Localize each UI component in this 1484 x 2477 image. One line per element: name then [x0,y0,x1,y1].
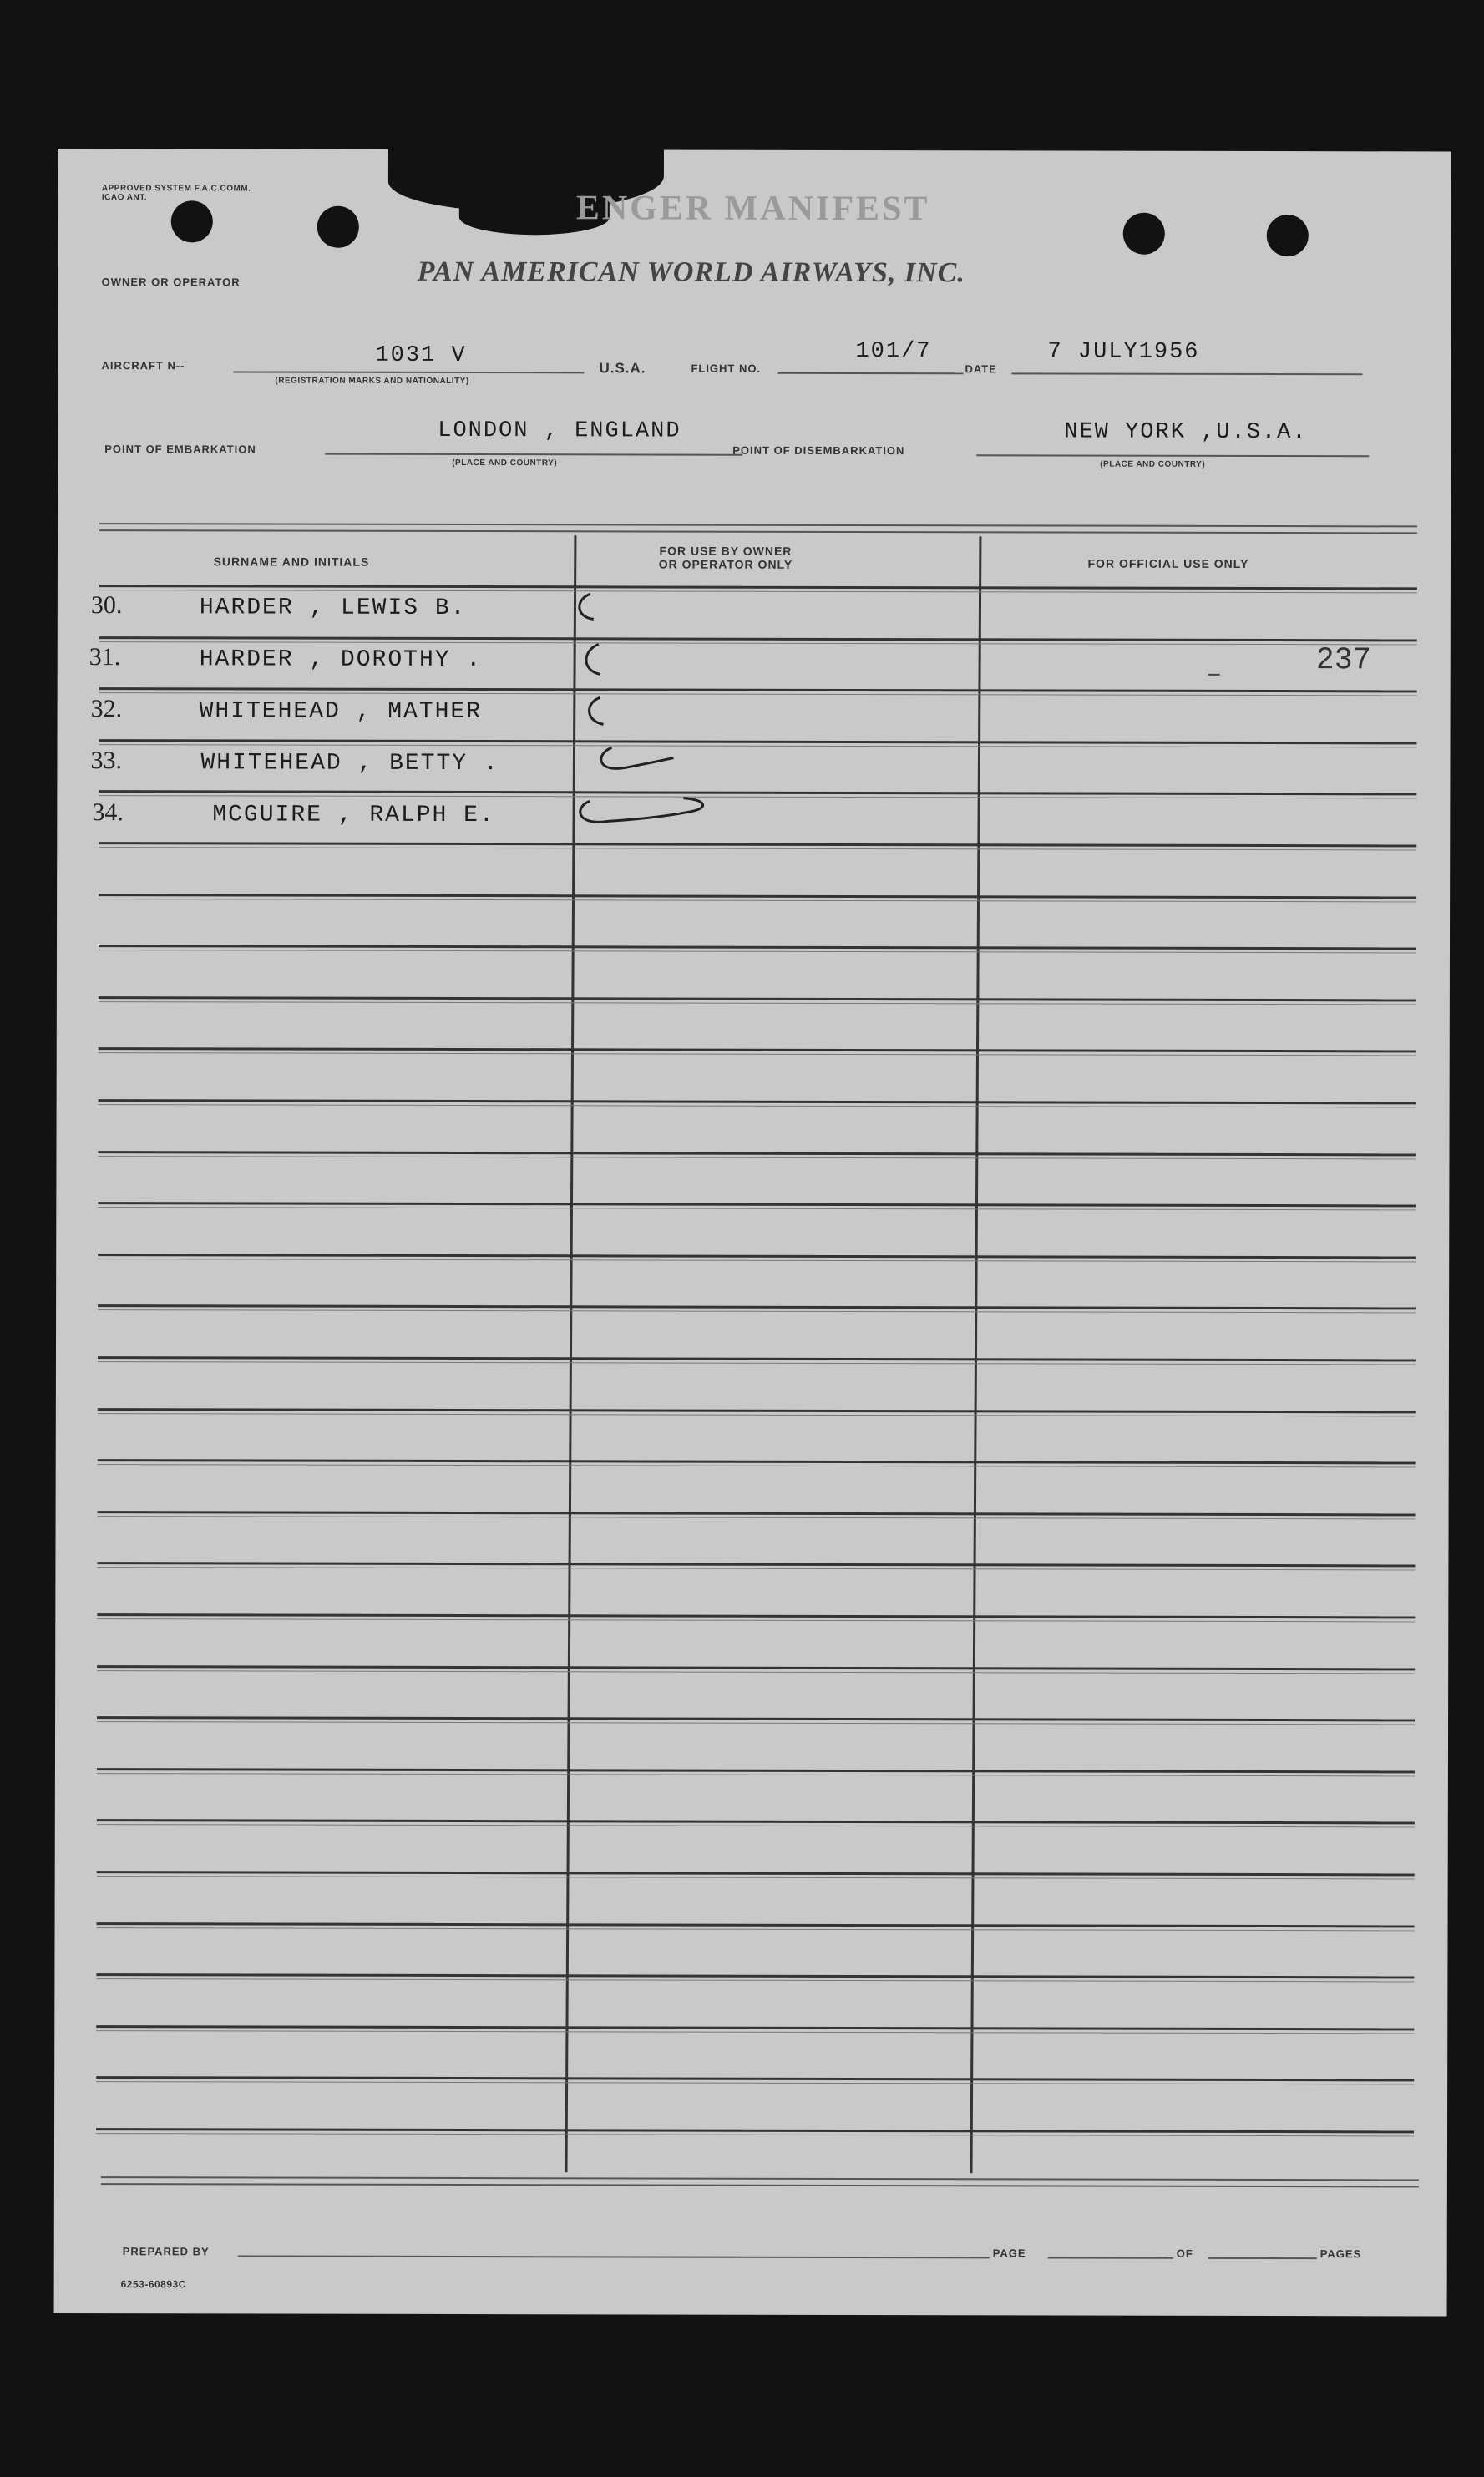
table-row-line [97,1618,1415,1622]
table-row-line [99,894,1416,899]
flight-value: 101/7 [855,338,932,365]
table-row-line [98,1254,1416,1259]
table-row-line [97,1721,1415,1725]
table-row-line [97,1876,1415,1879]
table-row-line [98,1304,1416,1309]
table-row-line [99,1001,1416,1005]
disembarkation-caption: (PLACE AND COUNTRY) [1100,459,1206,469]
approval-stamp: APPROVED SYSTEM F.A.C.COMM. ICAO ANT. [101,184,251,203]
table-row-line [99,1052,1416,1056]
checkmark-icon [586,644,600,674]
row-number: 31. [89,643,121,671]
embarkation-caption: (PLACE AND COUNTRY) [452,458,558,469]
row-number: 34. [92,798,124,827]
table-row-line [98,1259,1416,1262]
table-row-line [98,1511,1416,1516]
passenger-name: MCGUIRE , RALPH E. [212,802,495,829]
owner-column-header: FOR USE BY OWNER OR OPERATOR ONLY [658,544,793,571]
manifest-rows [58,149,1451,151]
table-row-line [98,1207,1416,1210]
checkmark-icon [601,747,674,768]
table-row-line [98,1309,1416,1313]
table-bottom-rule [101,2176,1419,2187]
table-row-line [96,1978,1414,1982]
embarkation-value: LONDON , ENGLAND [438,418,681,444]
owner-label: OWNER OR OPERATOR [101,276,241,289]
table-row-line [97,1562,1415,1567]
row-number: 30. [90,591,123,620]
checkmark-icon [580,798,703,822]
of-label: OF [1176,2247,1193,2260]
official-note: 237 [1316,641,1372,676]
manifest-sheet [54,149,1451,2316]
table-row-line [99,945,1416,950]
table-row-line [96,2030,1414,2034]
page-title: ENGER MANIFEST [575,189,930,229]
table-row-line [97,1567,1415,1570]
table-row-line [97,1824,1415,1827]
table-row-line [96,1973,1414,1978]
punch-hole-icon [1267,215,1309,256]
passenger-name: WHITEHEAD , MATHER [199,698,483,726]
passenger-name: HARDER , LEWIS B. [199,595,467,622]
table-row-line [98,1156,1416,1159]
aircraft-value: 1031 V [375,342,467,369]
form-number: 6253-60893C [120,2278,186,2291]
table-row-line [97,1716,1415,1721]
table-row-line [97,1927,1415,1931]
official-column-header: FOR OFFICIAL USE ONLY [1087,556,1249,570]
check-marks [524,584,776,852]
flight-label: FLIGHT NO. [691,362,762,375]
table-row-line [98,1408,1416,1413]
table-row-line [99,899,1416,902]
checkmark-icon [580,594,594,619]
table-row-line [97,1773,1415,1776]
passenger-name: HARDER , DOROTHY . [199,646,483,674]
aircraft-label: AIRCRAFT N-- [101,359,185,372]
table-row-line [99,996,1416,1001]
table-row-line [96,2076,1414,2081]
table-row-line [97,1768,1415,1773]
table-row-line [98,1413,1416,1416]
table-row-line [98,1459,1416,1464]
table-row-line [98,1361,1416,1365]
table-row-line [98,1356,1416,1361]
table-row-line [97,1613,1415,1618]
passenger-name: WHITEHEAD , BETTY . [200,750,499,778]
pages-label: PAGES [1319,2247,1362,2261]
checkmark-icon [590,697,604,724]
table-row-line [98,1516,1416,1519]
table-row-line [96,2081,1414,2084]
row-number: 32. [90,695,123,723]
dash-mark [1208,674,1220,676]
punch-hole-icon [1123,213,1165,255]
prepared-by-label: PREPARED BY [122,2245,210,2258]
table-row-line [99,950,1416,953]
usa-label: U.S.A. [599,360,646,377]
embarkation-label: POINT OF EMBARKATION [104,443,256,456]
table-row-line [98,1202,1416,1207]
table-row-line [96,2128,1414,2133]
table-row-line [99,1047,1416,1052]
table-row-line [96,2133,1414,2136]
surname-column-header: SURNAME AND INITIALS [213,555,370,569]
table-row-line [96,2025,1414,2030]
table-row-line [98,1151,1416,1156]
row-number: 33. [90,747,123,775]
date-label: DATE [965,362,997,376]
table-row-line [99,1099,1416,1104]
punch-hole-icon [171,200,213,242]
table-top-rule [99,523,1417,534]
disembarkation-label: POINT OF DISEMBARKATION [732,443,905,458]
date-value: 7 JULY1956 [1047,339,1200,365]
operator-name: PAN AMERICAN WORLD AIRWAYS, INC. [417,256,965,289]
table-row-line [97,1871,1415,1876]
table-row-line [97,1922,1415,1927]
column-divider [970,536,982,2173]
table-row-line [98,1464,1416,1467]
table-row-line [97,1819,1415,1824]
punch-hole-icon [317,206,359,248]
table-row-line [97,1665,1415,1670]
table-row-line [97,1670,1415,1674]
page-label: PAGE [992,2247,1026,2260]
disembarkation-value: NEW YORK ,U.S.A. [1064,419,1308,446]
table-row-line [99,1104,1416,1107]
registration-caption: (REGISTRATION MARKS AND NATIONALITY) [275,376,469,387]
